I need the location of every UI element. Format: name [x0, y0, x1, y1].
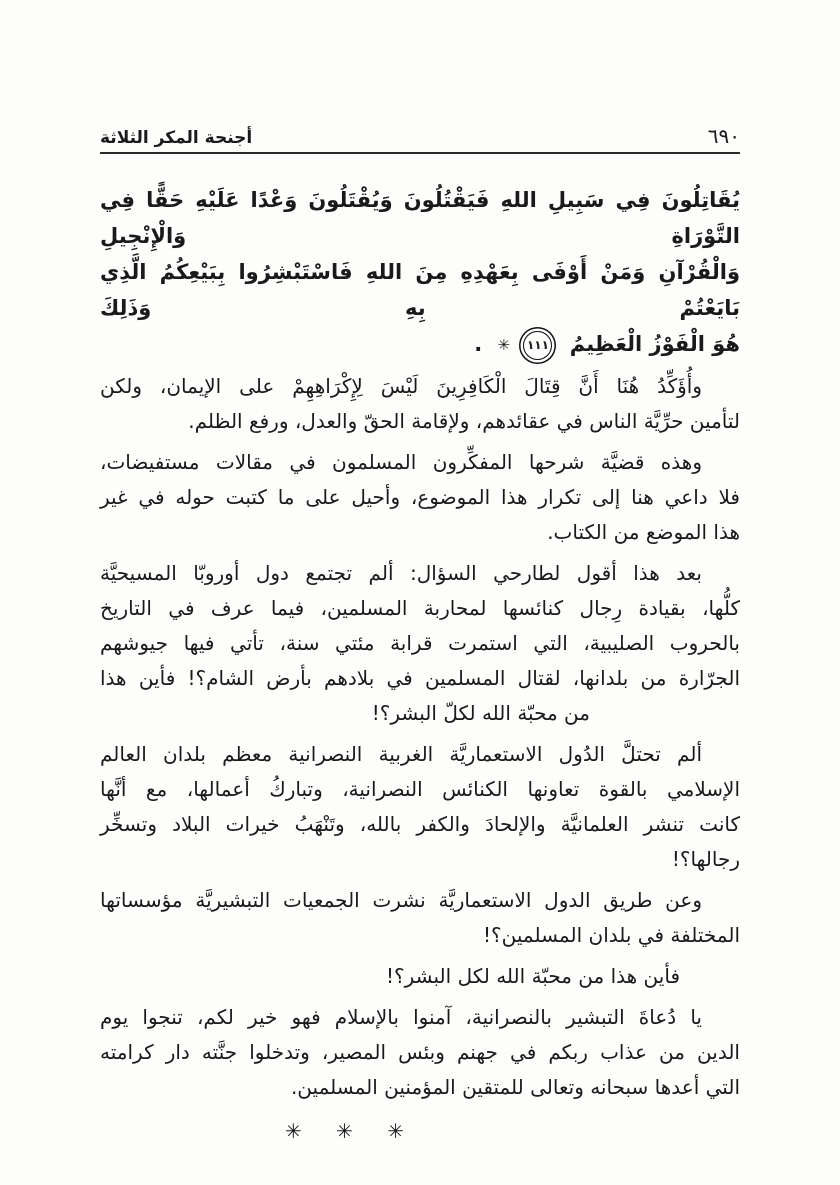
body-paragraph-5: [100, 883, 740, 953]
text-line: رجالها؟!: [671, 847, 740, 871]
verse-line-last: [100, 326, 740, 363]
ayah-end-flower-icon: ✳: [497, 336, 511, 354]
text-line: هذا الموضع من الكتاب.: [547, 520, 740, 544]
page-header: [100, 120, 740, 148]
page-number: ٦٩٠: [707, 124, 740, 148]
quran-verse: [100, 182, 740, 363]
body-paragraph-7: [100, 1000, 740, 1105]
text-line: كانت تنشر العلمانيَّة والإلحادَ والكفر بالله، وتَنْهَبُ خيرات البلاد وتسخِّر: [100, 812, 740, 836]
body-paragraph-4: [100, 737, 740, 877]
body-paragraph-6: [100, 959, 740, 994]
text-line: يا دُعاةَ التبشير بالنصرانية، آمنوا بالإسلام فهو خير لكم، تنجوا يوم: [100, 1005, 702, 1029]
verse-line: يُقَاتِلُونَ فِي سَبِيلِ اللهِ فَيَقْتُلُونَ وَيُقْتَلُونَ وَعْدًا عَلَيْهِ حَقًّا فِي التَّوْرَاةِ وَالْإِنْجِيلِ: [100, 188, 740, 248]
body-paragraph-2: [100, 445, 740, 550]
text-line: وعن طريق الدول الاستعماريَّة نشرت الجمعيات التبشيريَّة مؤسساتها: [100, 888, 702, 912]
text-line: لتأمين حرِّيَّة الناس في عقائدهم، ولإقامة الحقّ والعدل، ورفع الظلم.: [188, 409, 740, 433]
text-line: فلا داعي هنا إلى تكرار هذا الموضوع، وأحيل على ما كتبت حوله في غير: [100, 485, 740, 509]
text-line: الدين من عذاب ربكم في جهنم وبئس المصير، وتدخلوا جنَّته دار كرامته: [100, 1040, 740, 1064]
text-line: المختلفة في بلدان المسلمين؟!: [483, 923, 740, 947]
verse-period: .: [474, 332, 483, 356]
body-paragraph-3: [100, 556, 740, 731]
text-line: فأين هذا من محبّة الله لكل البشر؟!: [386, 964, 680, 988]
text-line: وهذه قضيَّة شرحها المفكِّرون المسلمون في مقالات مستفيضات،: [100, 450, 702, 474]
text-line: الجرّارة من بلدانها، لقتال المسلمين في بلادهم بأرض الشام؟! فأين هذا: [100, 666, 740, 690]
header-rule: [100, 152, 740, 154]
verse-line-text: هُوَ الْفَوْزُ الْعَظِيمُ: [569, 332, 740, 356]
body-paragraph-1: [100, 369, 740, 439]
page-body: [100, 182, 740, 1143]
ayah-number: ١١١: [526, 338, 549, 352]
text-line: ألم تحتلَّ الدُول الاستعماريَّة الغربية النصرانية معظم بلدان العالم: [100, 742, 702, 766]
ayah-number-medallion: [523, 331, 552, 360]
text-line: التي أعدها سبحانه وتعالى للمتقين المؤمنين المسلمين.: [290, 1075, 740, 1099]
text-line: كلُّها، بقيادة رِجال كنائسها لمحاربة المسلمين، فيما عرف في التاريخ: [100, 596, 740, 620]
text-line: الإسلامي بالقوة تعاونها الكنائس النصرانية، وتباركُ أعمالها، مع أنَّها: [100, 777, 740, 801]
text-line: من محبّة الله لكلّ البشر؟!: [371, 701, 590, 725]
section-separator: ✳ ✳ ✳: [285, 1119, 405, 1143]
text-line: بعد هذا أقول لطارحي السؤال: ألم تجتمع دول أوروبّا المسيحيَّة: [100, 561, 702, 585]
verse-line: وَالْقُرْآنِ وَمَنْ أَوْفَى بِعَهْدِهِ مِنَ اللهِ فَاسْتَبْشِرُوا بِبَيْعِكُمُ الَّذِي بَايَعْتُمْ بِهِ وَذَلِكَ: [100, 260, 740, 320]
text-line: وأُؤَكِّدُ هُنَا أَنَّ قِتَالَ الْكَافِرِينَ لَيْسَ لِإِكْرَاهِهِمْ على الإيمان، ولكن: [100, 374, 702, 398]
text-line: بالحروب الصليبية، التي استمرت قرابة مئتي سنة، تأتي فيها جيوشهم: [100, 631, 740, 655]
running-title: أجنحة المكر الثلاثة: [100, 128, 253, 148]
